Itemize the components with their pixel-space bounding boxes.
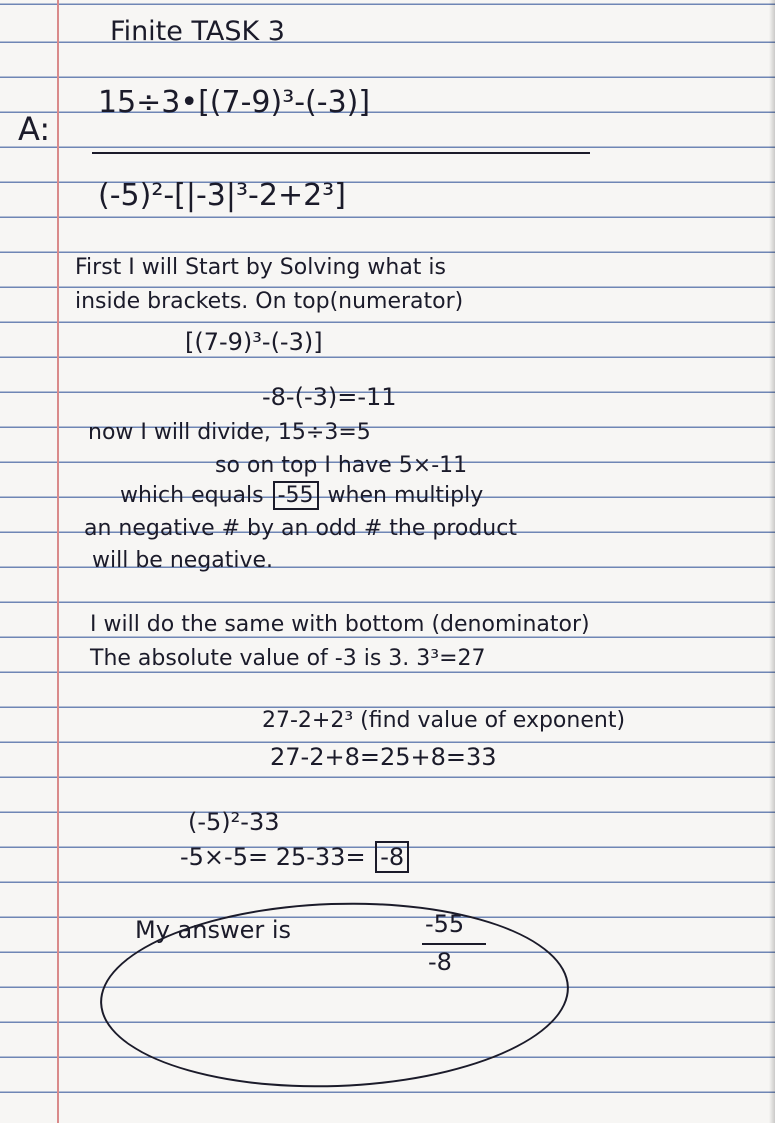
problem-denominator: (-5)²-[|-3|³-2+2³]	[98, 178, 346, 213]
denominator-result-box: -8	[375, 841, 409, 873]
work-line-7	[120, 483, 483, 508]
work-line-10: I will do the same with bottom (denominator)	[90, 612, 590, 637]
problem-numerator: 15÷3•[(7-9)³-(-3)]	[98, 85, 371, 120]
margin-line	[57, 0, 59, 1123]
work-line-15	[180, 843, 411, 871]
problem-fraction-bar	[92, 152, 590, 154]
work-line-12: 27-2+2³ (find value of exponent)	[262, 708, 626, 733]
work-line-2: inside brackets. On top(numerator)	[75, 289, 464, 314]
work-line-13: 27-2+8=25+8=33	[270, 743, 497, 771]
work-line-3: [(7-9)³-(-3)]	[185, 328, 323, 356]
work-line-7-tail: when multiply	[327, 483, 484, 508]
problem-label: A:	[18, 110, 51, 148]
work-line-11: The absolute value of -3 is 3. 3³=27	[90, 646, 486, 671]
work-line-9: will be negative.	[92, 548, 274, 573]
work-line-5: now I will divide, 15÷3=5	[88, 420, 371, 445]
work-line-8: an negative # by an odd # the product	[84, 516, 517, 541]
page-title: Finite TASK 3	[110, 16, 285, 47]
answer-denominator: -8	[428, 948, 452, 976]
work-line-7-text: which equals	[120, 483, 264, 508]
work-line-6: so on top I have 5×-11	[215, 453, 468, 478]
numerator-result-box: -55	[273, 481, 319, 510]
answer-text: My answer is	[135, 916, 292, 944]
page-edge-shadow	[769, 0, 775, 1123]
work-line-1: First I will Start by Solving what is	[75, 255, 446, 280]
work-line-4: -8-(-3)=-11	[262, 383, 397, 411]
work-line-15-text: -5×-5= 25-33=	[180, 843, 366, 871]
answer-numerator: -55	[425, 910, 465, 938]
work-line-14: (-5)²-33	[188, 808, 280, 836]
answer-fraction-bar	[422, 943, 486, 945]
